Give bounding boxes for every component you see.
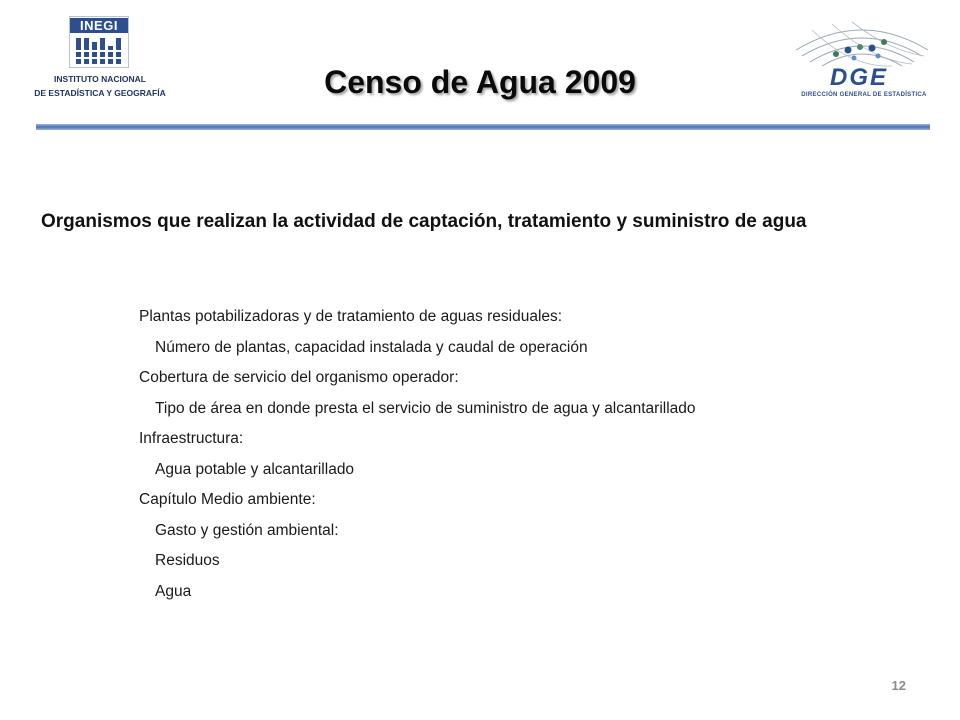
header-divider <box>36 124 930 130</box>
list-item: Plantas potabilizadoras y de tratamiento de aguas residuales: <box>139 308 563 325</box>
item-list <box>139 302 919 607</box>
list-subitem: Residuos <box>155 552 220 569</box>
list-item: Cobertura de servicio del organismo operador: <box>139 369 459 386</box>
dge-acronym: DGE <box>830 64 889 91</box>
globe-grid-icon <box>792 20 932 70</box>
list-subitem: Agua potable y alcantarillado <box>155 460 355 478</box>
list-item: Capítulo Medio ambiente: <box>139 491 316 508</box>
inegi-acronym: INEGI <box>70 18 128 33</box>
page-number: 12 <box>891 678 906 693</box>
inegi-name-line2: DE ESTADÍSTICA Y GEOGRAFÍA <box>34 88 166 98</box>
inegi-name-line1: INSTITUTO NACIONAL <box>54 74 146 84</box>
list-subitem: Número de plantas, capacidad instalada y caudal de operación <box>155 338 588 356</box>
list-subitem: Agua <box>155 582 192 600</box>
dge-subtitle: DIRECCIÓN GENERAL DE ESTADÍSTICA <box>801 92 927 98</box>
inegi-bars-icon <box>74 36 126 66</box>
dge-logo <box>792 20 932 102</box>
page-title: Censo de Agua 2009 <box>324 64 636 100</box>
list-subitem: Tipo de área en donde presta el servicio de suministro de agua y alcantarillado <box>155 399 696 417</box>
section-heading: Organismos que realizan la actividad de captación, tratamiento y suministro de agua <box>41 211 807 232</box>
list-item: Infraestructura: <box>139 430 244 447</box>
list-subitem: Gasto y gestión ambiental: <box>155 521 339 539</box>
